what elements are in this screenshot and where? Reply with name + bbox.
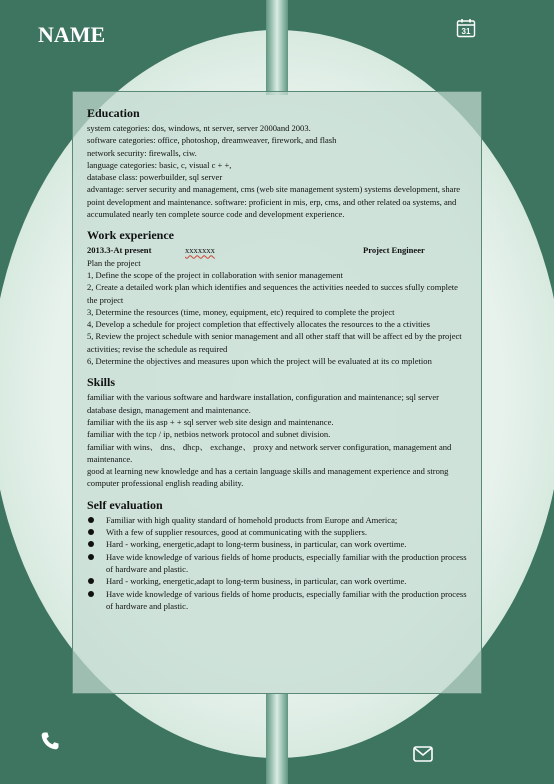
skills-line: good at learning new knowledge and has a certain language skills and management experience and strong computer professional english reading ability. [87,466,449,489]
skills-line: familiar with the tcp / ip, netbios network protocol and subnet division. [87,429,331,440]
education-line: database class: powerbuilder, sql server [87,172,223,183]
mail-icon [413,746,433,762]
skills-line: familiar with the various software and hardware installation, configuration and maintenance; sql server database design, management and maintenance. [87,392,439,415]
education-line: system categories: dos, windows, nt server, server 2000and 2003. [87,123,311,133]
self-evaluation-section [87,498,467,612]
education-title: Education [87,106,140,120]
decorative-stripe-bottom [266,694,288,784]
work-line: 6, Determine the objectives and measures upon which the project will be evaluated at its co mpletion [87,356,432,367]
skills-section [87,375,467,489]
education-line: language categories: basic, c, visual c + +, [87,159,232,170]
education-line: software categories: office, photoshop, dreamweaver, firework, and flash [87,135,337,146]
self-evaluation-title: Self evaluation [87,497,163,512]
work-line: 2, Create a detailed work plan which identifies and sequences the activities needed to succes sfully complete the project [87,282,458,305]
education-section [87,106,467,220]
list-item: Hard - working, energetic,adapt to long-term business, in particular, can work overtime. [87,538,467,550]
list-item: Have wide knowledge of various fields of home products, especially familiar with the production process of hardware and plastic. [87,551,467,576]
work-title: Work experience [87,228,174,243]
work-line: Plan the project [87,257,141,268]
work-line: 3, Determine the resources (time, money, equipment, etc) required to complete the project [87,306,395,317]
resume-sheet [72,91,482,694]
work-line: 4, Develop a schedule for project completion that effectively allocates the resources to the a ctivities [87,319,431,330]
resume-name: NAME [38,22,106,47]
skills-line: familiar with wins、 dns、 dhcp、 exchange、 proxy and network server configuration, management and maintenance. [87,441,452,464]
job-date: 2013.3-At present [87,245,152,256]
job-company: xxxxxxx [185,245,215,256]
education-line: advantage: server security and management, cms (web site management system) systems development, share point development and maintenance. software: proficient in mis, erp, cms, and other related oa systems, and accumulated nearly ten complete source code and development experience. [87,184,461,220]
self-evaluation-list [87,514,467,612]
work-section [87,228,467,367]
work-line: 5, Review the project schedule with senior management and all other staff that will be affect ed by the project activities; revise the schedule as required [87,331,462,354]
phone-icon [40,731,60,751]
list-item: Familiar with high quality standard of homehold products from Europe and America; [87,514,467,526]
job-header [87,244,467,256]
decorative-stripe-top [266,0,288,95]
list-item: Hard - working, energetic,adapt to long-term business, in particular, can work overtime. [87,575,467,587]
list-item: With a few of supplier resources, good at communicating with the suppliers. [87,526,467,538]
skills-line: familiar with the iis asp + + sql server web site design and maintenance. [87,416,334,427]
calendar-day-label: 31 [461,27,471,36]
work-line: 1, Define the scope of the project in collaboration with senior management [87,269,343,280]
education-line: network security: firewalls, ciw. [87,147,197,158]
calendar-icon [456,18,476,38]
job-role: Project Engineer [363,245,425,256]
list-item: Have wide knowledge of various fields of home products, especially familiar with the production process of hardware and plastic. [87,588,467,613]
skills-title: Skills [87,375,116,390]
